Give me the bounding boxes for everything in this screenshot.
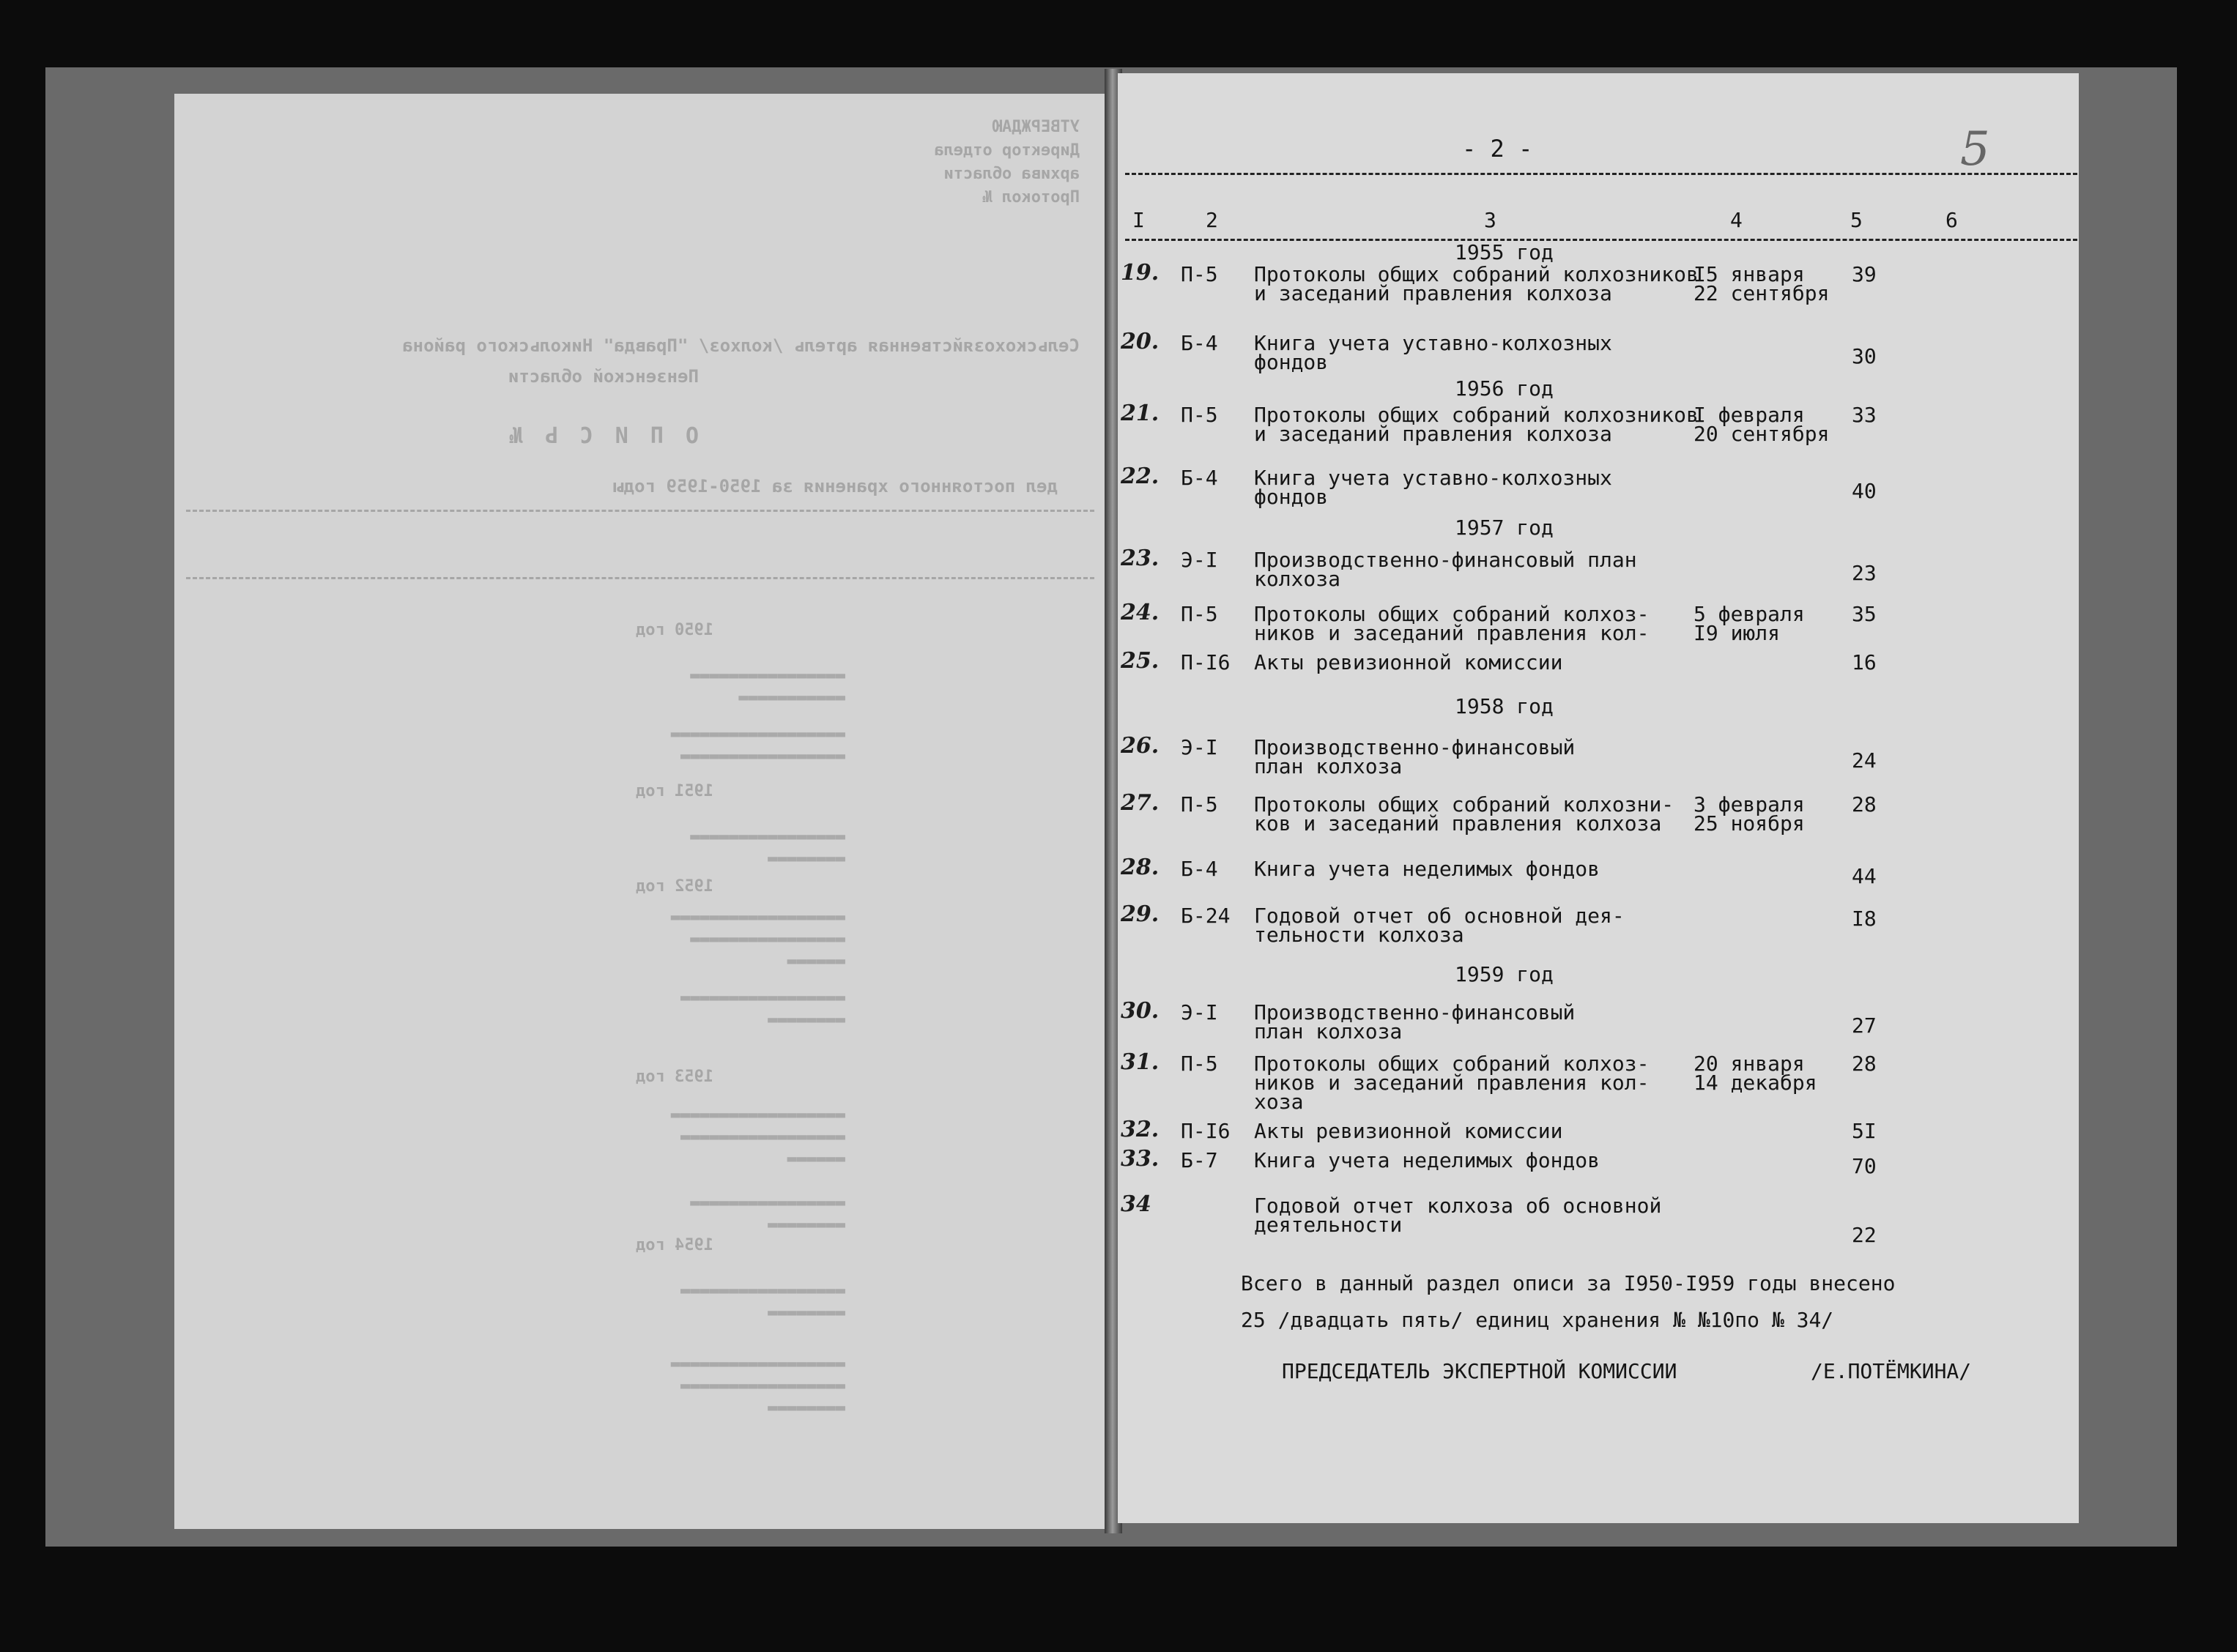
handwritten-item-number: 31. <box>1121 1049 1160 1075</box>
sheet-count: 16 <box>1852 650 1877 674</box>
item-title-line: Протоколы общих собраний колхозни- <box>1254 792 1674 816</box>
column-header-3: 3 <box>1484 208 1496 232</box>
ghost-rule-2 <box>186 577 1094 579</box>
year-heading: 1958 год <box>1455 694 1554 718</box>
shelf-code: Б-4 <box>1181 331 1218 355</box>
item-title-line: Годовой отчет колхоза об основной <box>1254 1194 1662 1218</box>
handwritten-item-number: 22. <box>1121 464 1160 489</box>
item-title-line: и заседаний правления колхоза <box>1254 281 1612 305</box>
item-title-line: Акты ревизионной комиссии <box>1254 1119 1563 1143</box>
handwritten-item-number: 33. <box>1121 1146 1160 1172</box>
sheet-count: 5I <box>1852 1119 1877 1143</box>
item-title-line: ников и заседаний правления кол- <box>1254 621 1650 645</box>
shelf-code: П-5 <box>1181 602 1218 626</box>
ghost-blur-9: ▬▬▬▬▬▬▬▬▬▬▬▬▬▬▬▬▬▬ ▬▬▬▬▬▬▬▬▬▬▬▬▬▬▬▬▬ ▬▬▬▬▬▬▬▬ <box>670 1355 845 1417</box>
item-date: I февраля <box>1693 403 1805 427</box>
item-title-line: Протоколы общих собраний колхозников <box>1254 403 1699 427</box>
sheet-count: 28 <box>1852 1052 1877 1076</box>
ghost-blur-3: ▬▬▬▬▬▬▬▬▬▬▬▬▬▬▬▬ ▬▬▬▬▬▬▬▬ <box>690 827 845 868</box>
shelf-code: Б-24 <box>1181 904 1231 928</box>
item-title-line: Книга учета неделимых фондов <box>1254 1148 1600 1172</box>
item-title-line: Производственно-финансовый <box>1254 1000 1576 1024</box>
ghost-year-1: 1950 год <box>636 621 713 639</box>
item-title-line: ников и заседаний правления кол- <box>1254 1071 1650 1095</box>
header-rule-bottom <box>1125 239 2077 241</box>
item-title-line: план колхоза <box>1254 1019 1403 1043</box>
handwritten-item-number: 25. <box>1121 648 1160 674</box>
shelf-code: П-5 <box>1181 1052 1218 1076</box>
item-title-line: тельности колхоза <box>1254 923 1464 947</box>
sheet-count: I8 <box>1852 907 1877 931</box>
column-header-1: I <box>1132 208 1145 232</box>
item-title-line: Протоколы общих собраний колхозников <box>1254 262 1699 286</box>
sheet-count: 24 <box>1852 748 1877 773</box>
handwritten-item-number: 29. <box>1121 901 1160 927</box>
total-line-1: Всего в данный раздел описи за I950-I959 годы внесено <box>1241 1271 1896 1295</box>
left-page-verso <box>174 94 1109 1529</box>
signature-title: ПРЕДСЕДАТЕЛЬ ЭКСПЕРТНОЙ КОМИССИИ <box>1282 1359 1677 1383</box>
item-title-line: Книга учета уставно-колхозных <box>1254 466 1612 490</box>
handwritten-item-number: 23. <box>1121 546 1160 571</box>
item-title-line: Протоколы общих собраний колхоз- <box>1254 602 1650 626</box>
header-rule-top <box>1125 173 2077 175</box>
ghost-year-5: 1954 год <box>636 1236 713 1254</box>
handwritten-item-number: 34 <box>1121 1191 1151 1217</box>
sheet-count: 35 <box>1852 602 1877 626</box>
item-title-line: Производственно-финансовый <box>1254 735 1576 759</box>
year-heading: 1955 год <box>1455 240 1554 264</box>
year-heading: 1956 год <box>1455 376 1554 401</box>
item-title-line: Акты ревизионной комиссии <box>1254 650 1563 674</box>
handwritten-item-number: 24. <box>1121 600 1160 625</box>
sheet-count: 40 <box>1852 479 1877 503</box>
handwritten-item-number: 28. <box>1121 855 1160 880</box>
item-title-line: фондов <box>1254 485 1329 509</box>
shelf-code: П-5 <box>1181 792 1218 816</box>
handwritten-item-number: 21. <box>1121 401 1160 426</box>
item-title-line: план колхоза <box>1254 754 1403 778</box>
sheet-count: 22 <box>1852 1223 1877 1247</box>
signature-name: /Е.ПОТЁМКИНА/ <box>1811 1359 1972 1383</box>
sheet-count: 70 <box>1852 1154 1877 1178</box>
page-number: - 2 - <box>1462 135 1533 163</box>
ghost-blur-2: ▬▬▬▬▬▬▬▬▬▬▬▬▬▬▬▬▬▬ ▬▬▬▬▬▬▬▬▬▬▬▬▬▬▬▬▬ <box>670 725 845 765</box>
item-title-line: и заседаний правления колхоза <box>1254 422 1612 446</box>
item-title-line: ков и заседаний правления колхоза <box>1254 811 1662 836</box>
ghost-header-3: архива области <box>943 165 1080 183</box>
sheet-count: 23 <box>1852 561 1877 585</box>
item-date: 20 сентября <box>1693 422 1830 446</box>
sheet-count: 39 <box>1852 262 1877 286</box>
item-title-line: колхоза <box>1254 567 1341 591</box>
ghost-blur-8: ▬▬▬▬▬▬▬▬▬▬▬▬▬▬▬▬▬ ▬▬▬▬▬▬▬▬ <box>680 1281 845 1322</box>
item-date: 22 сентября <box>1693 281 1830 305</box>
handwritten-item-number: 19. <box>1121 260 1160 286</box>
ghost-blur-5: ▬▬▬▬▬▬▬▬▬▬▬▬▬▬▬▬▬ ▬▬▬▬▬▬▬▬ <box>680 989 845 1029</box>
item-date: 14 декабря <box>1693 1071 1817 1095</box>
shelf-code: Э-I <box>1181 735 1218 759</box>
column-header-6: 6 <box>1945 208 1958 232</box>
column-header-4: 4 <box>1730 208 1743 232</box>
ghost-header-1: УТВЕРЖДАЮ <box>992 118 1080 136</box>
item-title-line: Производственно-финансовый план <box>1254 548 1637 572</box>
sheet-count: 30 <box>1852 344 1877 368</box>
item-date: I9 июля <box>1693 621 1781 645</box>
shelf-code: П-I6 <box>1181 650 1231 674</box>
ghost-subtitle: дел постоянного хранения за 1950-1959 годы <box>613 476 1058 496</box>
handwritten-item-number: 27. <box>1121 790 1160 816</box>
ghost-year-2: 1951 год <box>636 782 713 800</box>
handwritten-item-number: 20. <box>1121 329 1160 354</box>
bleed-through-text <box>174 94 1109 1529</box>
year-heading: 1959 год <box>1455 962 1554 986</box>
handwritten-item-number: 30. <box>1121 998 1160 1024</box>
ghost-blur-4: ▬▬▬▬▬▬▬▬▬▬▬▬▬▬▬▬▬▬ ▬▬▬▬▬▬▬▬▬▬▬▬▬▬▬▬ ▬▬▬▬▬▬ <box>670 908 845 970</box>
item-date: 3 февраля <box>1693 792 1805 816</box>
year-heading: 1957 год <box>1455 516 1554 540</box>
ghost-header-4: Протокол № <box>982 188 1080 206</box>
sheet-count: 33 <box>1852 403 1877 427</box>
item-date: 5 февраля <box>1693 602 1805 626</box>
column-header-5: 5 <box>1850 208 1863 232</box>
ghost-header-2: Директор отдела <box>934 141 1080 160</box>
ghost-blur-1: ▬▬▬▬▬▬▬▬▬▬▬▬▬▬▬▬ ▬▬▬▬▬▬▬▬▬▬▬ <box>690 666 845 707</box>
shelf-code: П-5 <box>1181 262 1218 286</box>
ghost-year-4: 1953 год <box>636 1068 713 1086</box>
item-date: I5 января <box>1693 262 1805 286</box>
ghost-rule-1 <box>186 510 1094 512</box>
ghost-blur-6: ▬▬▬▬▬▬▬▬▬▬▬▬▬▬▬▬▬▬ ▬▬▬▬▬▬▬▬▬▬▬▬▬▬▬▬▬ ▬▬▬▬▬▬ <box>670 1106 845 1168</box>
ghost-doc-title: О П И С Ь № <box>505 423 699 449</box>
item-date: 20 января <box>1693 1052 1805 1076</box>
item-title-line: хоза <box>1254 1090 1304 1114</box>
right-page-inventory <box>1118 73 2079 1523</box>
item-title-line: Протоколы общих собраний колхоз- <box>1254 1052 1650 1076</box>
item-title-line: Книга учета уставно-колхозных <box>1254 331 1612 355</box>
handwritten-item-number: 26. <box>1121 733 1160 759</box>
item-title-line: деятельности <box>1254 1213 1403 1237</box>
handwritten-item-number: 32. <box>1121 1117 1160 1142</box>
ghost-year-3: 1952 год <box>636 877 713 896</box>
item-title-line: Книга учета неделимых фондов <box>1254 857 1600 881</box>
pencil-sheet-number: 5 <box>1960 122 1990 176</box>
sheet-count: 44 <box>1852 864 1877 888</box>
item-date: 25 ноября <box>1693 811 1805 836</box>
ghost-org: Сельскохозяйственная артель /колхоз/ "Правда" Никольского района <box>402 335 1080 356</box>
shelf-code: Э-I <box>1181 548 1218 572</box>
ghost-blur-7: ▬▬▬▬▬▬▬▬▬▬▬▬▬▬▬▬ ▬▬▬▬▬▬▬▬ <box>690 1194 845 1234</box>
shelf-code: Э-I <box>1181 1000 1218 1024</box>
shelf-code: П-I6 <box>1181 1119 1231 1143</box>
shelf-code: П-5 <box>1181 403 1218 427</box>
ghost-region: Пензенской области <box>508 366 699 387</box>
shelf-code: Б-4 <box>1181 857 1218 881</box>
item-title-line: фондов <box>1254 350 1329 374</box>
sheet-count: 27 <box>1852 1013 1877 1038</box>
total-line-2: 25 /двадцать пять/ единиц хранения № №10по № 34/ <box>1241 1308 1834 1332</box>
item-title-line: Годовой отчет об основной дея- <box>1254 904 1625 928</box>
sheet-count: 28 <box>1852 792 1877 816</box>
shelf-code: Б-4 <box>1181 466 1218 490</box>
shelf-code: Б-7 <box>1181 1148 1218 1172</box>
column-header-2: 2 <box>1206 208 1218 232</box>
